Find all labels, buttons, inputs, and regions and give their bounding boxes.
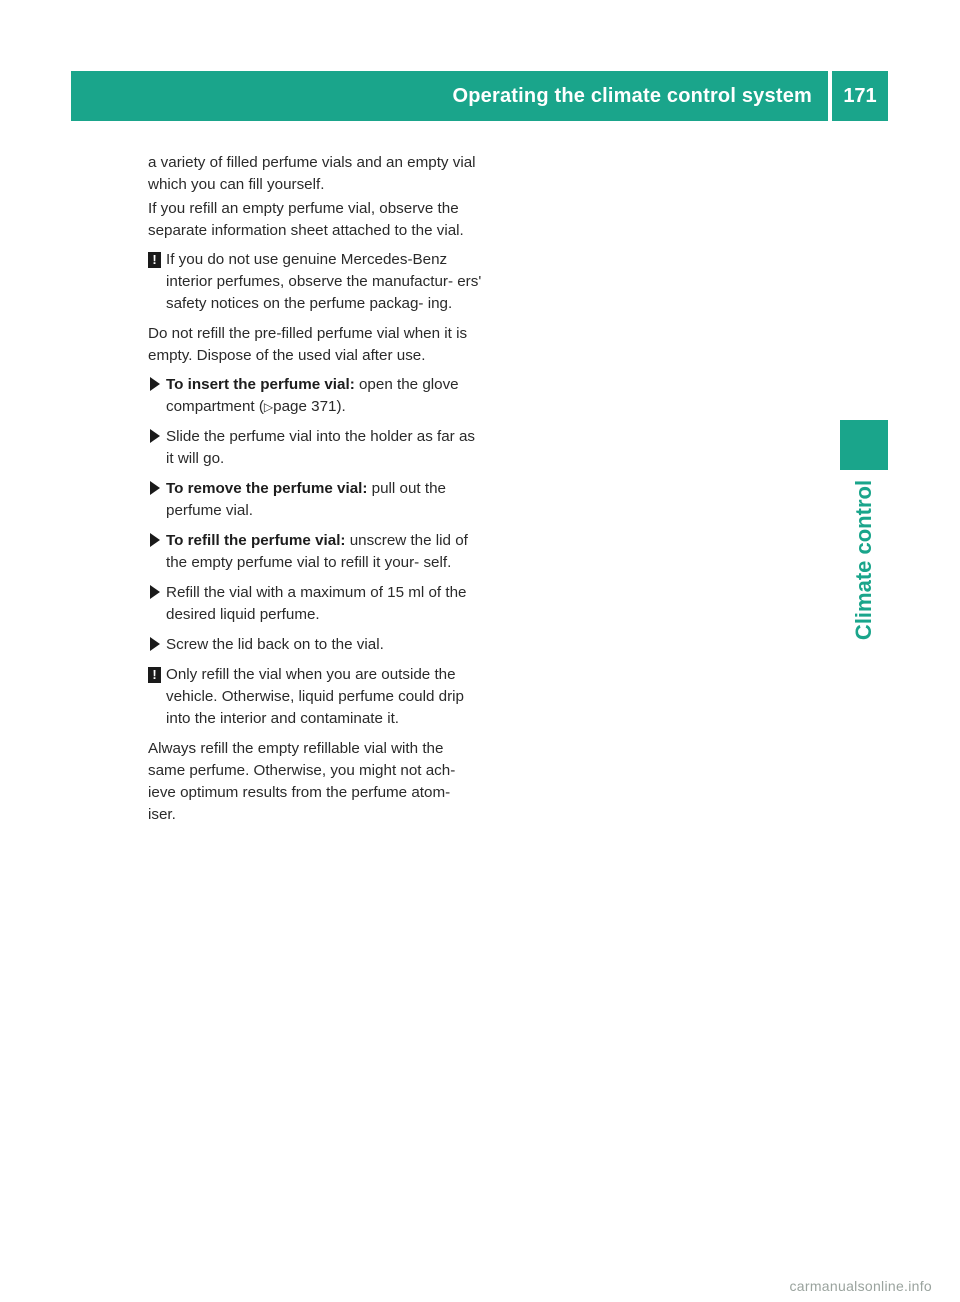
- step-item: [148, 634, 482, 656]
- arrow-icon: [150, 533, 160, 547]
- step-text: Screw the lid back on to the vial.: [166, 636, 384, 653]
- warning-note: [148, 664, 482, 730]
- watermark: carmanualsonline.info: [789, 1278, 932, 1294]
- step-heading: To remove the perfume vial:: [166, 480, 368, 497]
- paragraph: If you refill an empty perfume vial, observe the separate information sheet attached to the vial.: [148, 200, 464, 239]
- page-number: 171: [832, 71, 888, 121]
- side-tab-label: Climate control: [851, 479, 876, 641]
- step-text: Refill the vial with a maximum of 15 ml of the desired liquid perfume.: [166, 584, 467, 623]
- paragraph: a variety of filled perfume vials and an empty vial which you can fill yourself.: [148, 154, 476, 193]
- warning-note: [148, 249, 482, 315]
- page-ref-icon: ▷: [263, 400, 274, 414]
- step-item: [148, 582, 482, 626]
- warning-text: If you do not use genuine Mercedes-Benz interior perfumes, observe the manufactur- ers' safety notices on the perfume packag- ing.: [166, 251, 482, 312]
- arrow-icon: [150, 585, 160, 599]
- paragraph: Do not refill the pre-filled perfume vial when it is empty. Dispose of the used vial after use.: [148, 325, 468, 364]
- paragraph: Always refill the empty refillable vial with the same perfume. Otherwise, you might not ach- ieve optimum results from the perfume atom- iser.: [148, 740, 456, 823]
- step-text: ).: [336, 398, 346, 415]
- arrow-icon: [150, 637, 160, 651]
- step-text: open the glove compartment (: [166, 376, 459, 415]
- arrow-icon: [150, 429, 160, 443]
- step-text: Slide the perfume vial into the holder as far as it will go.: [166, 428, 475, 467]
- body-content: [148, 152, 482, 833]
- step-text: unscrew the lid of the empty perfume vial to refill it your- self.: [166, 532, 468, 571]
- step-heading: To insert the perfume vial:: [166, 376, 355, 393]
- step-item: [148, 530, 482, 574]
- arrow-icon: [150, 481, 160, 495]
- warning-icon: !: [148, 252, 161, 268]
- step-heading: To refill the perfume vial:: [166, 532, 346, 549]
- section-title: Operating the climate control system: [452, 85, 812, 107]
- page-reference-link[interactable]: page 371: [273, 398, 337, 415]
- warning-text: Only refill the vial when you are outside the vehicle. Otherwise, liquid perfume could drip into the interior and contaminate it.: [166, 666, 464, 727]
- arrow-icon: [150, 377, 160, 391]
- step-item: [148, 374, 482, 418]
- header-bar: [71, 71, 828, 121]
- step-item: [148, 478, 482, 522]
- warning-icon: !: [148, 667, 161, 683]
- step-item: [148, 426, 482, 470]
- side-tab-marker: [840, 420, 888, 470]
- step-text: pull out the perfume vial.: [166, 480, 446, 519]
